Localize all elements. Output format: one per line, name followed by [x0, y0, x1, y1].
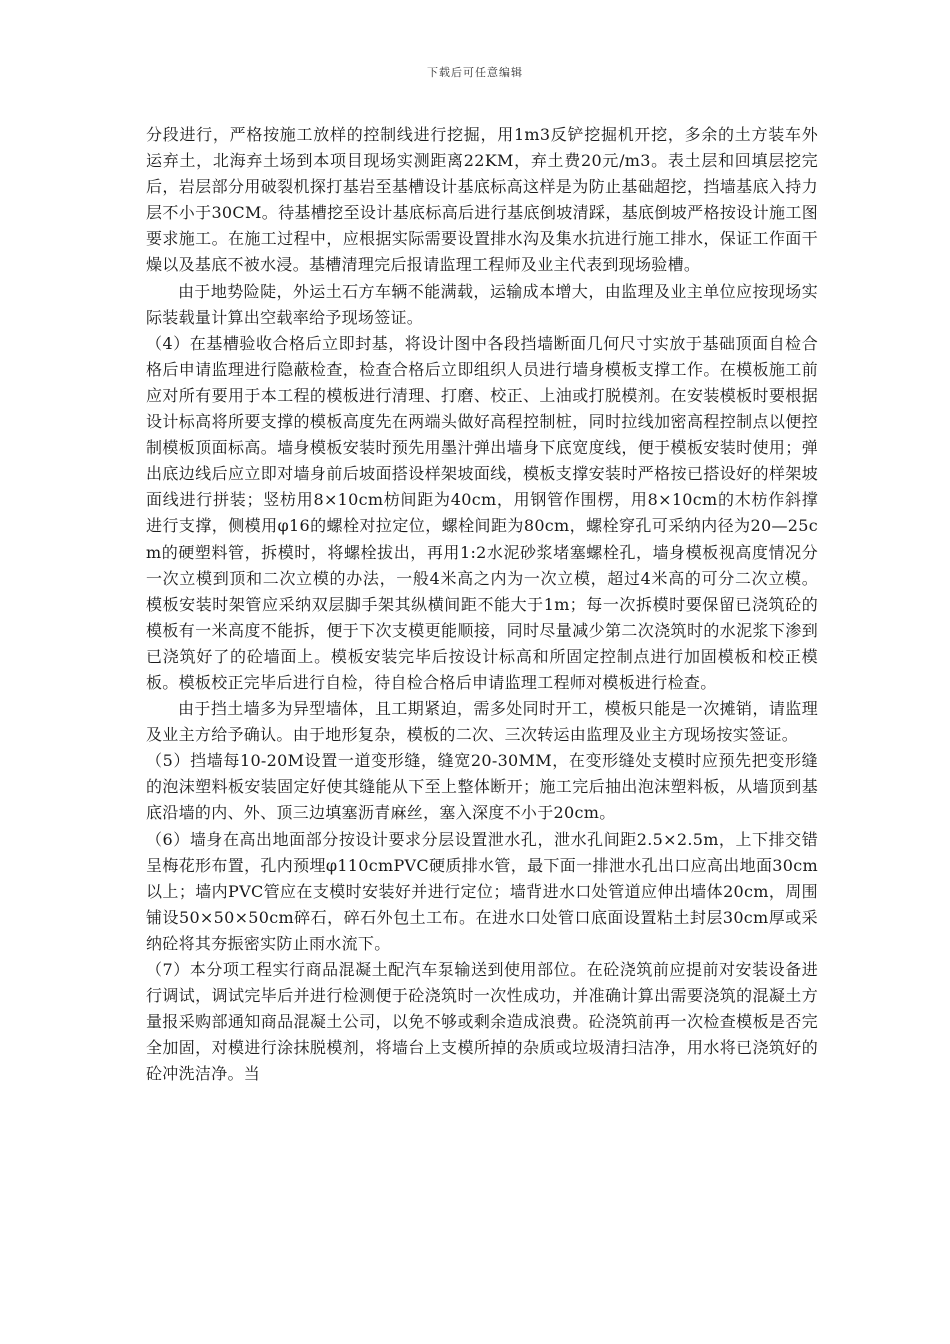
- paragraph-item-4: （4）在基槽验收合格后立即封基，将设计图中各段挡墙断面几何尺寸实放于基础顶面自检合格后申请监理进行隐蔽检查，检查合格后立即组织人员进行墙身模板支撑工作。在模板施工前应对所有要用于本工程的模板进行清理、打磨、校正、上油或打脱模剂。在安装模板时要根据设计标高将所要支撑的模板高度先在两端头做好高程控制桩，同时拉线加密高程控制点以便控制模板顶面标高。墙身模板安装时预先用墨汁弹出墙身下底宽度线，便于模板安装时使用；弹出底边线后应立即对墙身前后坡面搭设样架坡面线，模板支撑安装时严格按已搭设好的样架坡面线进行拼装；竖枋用8×10cm枋间距为40cm，用钢管作围楞，用8×10cm的木枋作斜撑进行支撑，侧模用φ16的螺栓对拉定位，螺栓间距为80cm，螺栓穿孔可采纳内径为20—25cm的硬塑料管，拆模时，将螺栓拔出，再用1:2水泥砂浆堵塞螺栓孔，墙身模板视高度情况分一次立模到顶和二次立模的办法，一般4米高之内为一次立模，超过4米高的可分二次立模。模板安装时架管应采纳双层脚手架其纵横间距不能大于1m；每一次拆模时要保留已浇筑砼的模板有一米高度不能拆，便于下次支模更能顺接，同时尽量减少第二次浇筑时的水泥浆下渗到已浇筑好了的砼墙面上。模板安装完毕后按设计标高和所固定控制点进行加固模板和校正模板。模板校正完毕后进行自检，待自检合格后申请监理工程师对模板进行检查。: [146, 333, 818, 692]
- page-header: 下载后可任意编辑: [427, 66, 523, 79]
- paragraph-transport-note: 由于地势险陡，外运土石方车辆不能满载，运输成本增大，由监理及业主单位应按现场实际装载量计算出空载率给予现场签证。: [146, 281, 818, 327]
- paragraph-excavation: 分段进行，严格按施工放样的控制线进行挖掘，用1m3反铲挖掘机开挖，多余的土方装车外运弃土，北海弃土场到本项目现场实测距离22KM，弃土费20元/m3。表土层和回填层挖完后，岩层部分用破裂机探打基岩至基槽设计基底标高这样是为防止基础超挖，挡墙基底入持力层不小于30CM。待基槽挖至设计基底标高后进行基底倒坡清踩，基底倒坡严格按设计施工图要求施工。在施工过程中，应根据实际需要设置排水沟及集水抗进行施工排水，保证工作面干燥以及基底不被水浸。基槽清理完后报请监理工程师及业主代表到现场验槽。: [146, 125, 818, 275]
- paragraph-item-5: （5）挡墙每10-20M设置一道变形缝，缝宽20-30MM，在变形缝处支模时应预先把变形缝的泡沫塑料板安装固定好使其缝能从下至上整体断开；施工完后抽出泡沫塑料板，从墙顶到基底沿墙的内、外、顶三边填塞沥青麻丝，塞入深度不小于20cm。: [146, 751, 818, 823]
- paragraph-item-6: （6）墙身在高出地面部分按设计要求分层设置泄水孔，泄水孔间距2.5×2.5m，上下排交错呈梅花形布置，孔内预埋φ110cmPVC硬质排水管，最下面一排泄水孔出口应高出地面30cm 以上；墙内PVC管应在支模时安装好并进行定位；墙背进水口处管道应伸出墙体20cm，周围铺设50×50×50cm碎石，碎石外包土工布。在进水口处管口底面设置粘土封层30cm厚或采纳砼将其夯振密实防止雨水流下。: [146, 829, 835, 953]
- paragraph-formwork-note: 由于挡土墙多为异型墙体，且工期紧迫，需多处同时开工，模板只能是一次摊销，请监理及业主方给予确认。由于地形复杂，模板的二次、三次转运由监理及业主方现场按实签证。: [146, 699, 818, 745]
- paragraph-item-7: （7）本分项工程实行商品混凝土配汽车泵输送到使用部位。在砼浇筑前应提前对安装设备进行调试，调试完毕后并进行检测便于砼浇筑时一次性成功，并准确计算出需要浇筑的混凝土方量报采购部通知商品混凝土公司，以免不够或剩余造成浪费。砼浇筑前再一次检查模板是否完全加固，对模进行涂抹脱模剂，将墙台上支模所掉的杂质或垃圾清扫洁净，用水将已浇筑好的砼冲洗洁净。当: [146, 960, 818, 1084]
- document-body: [146, 122, 835, 1087]
